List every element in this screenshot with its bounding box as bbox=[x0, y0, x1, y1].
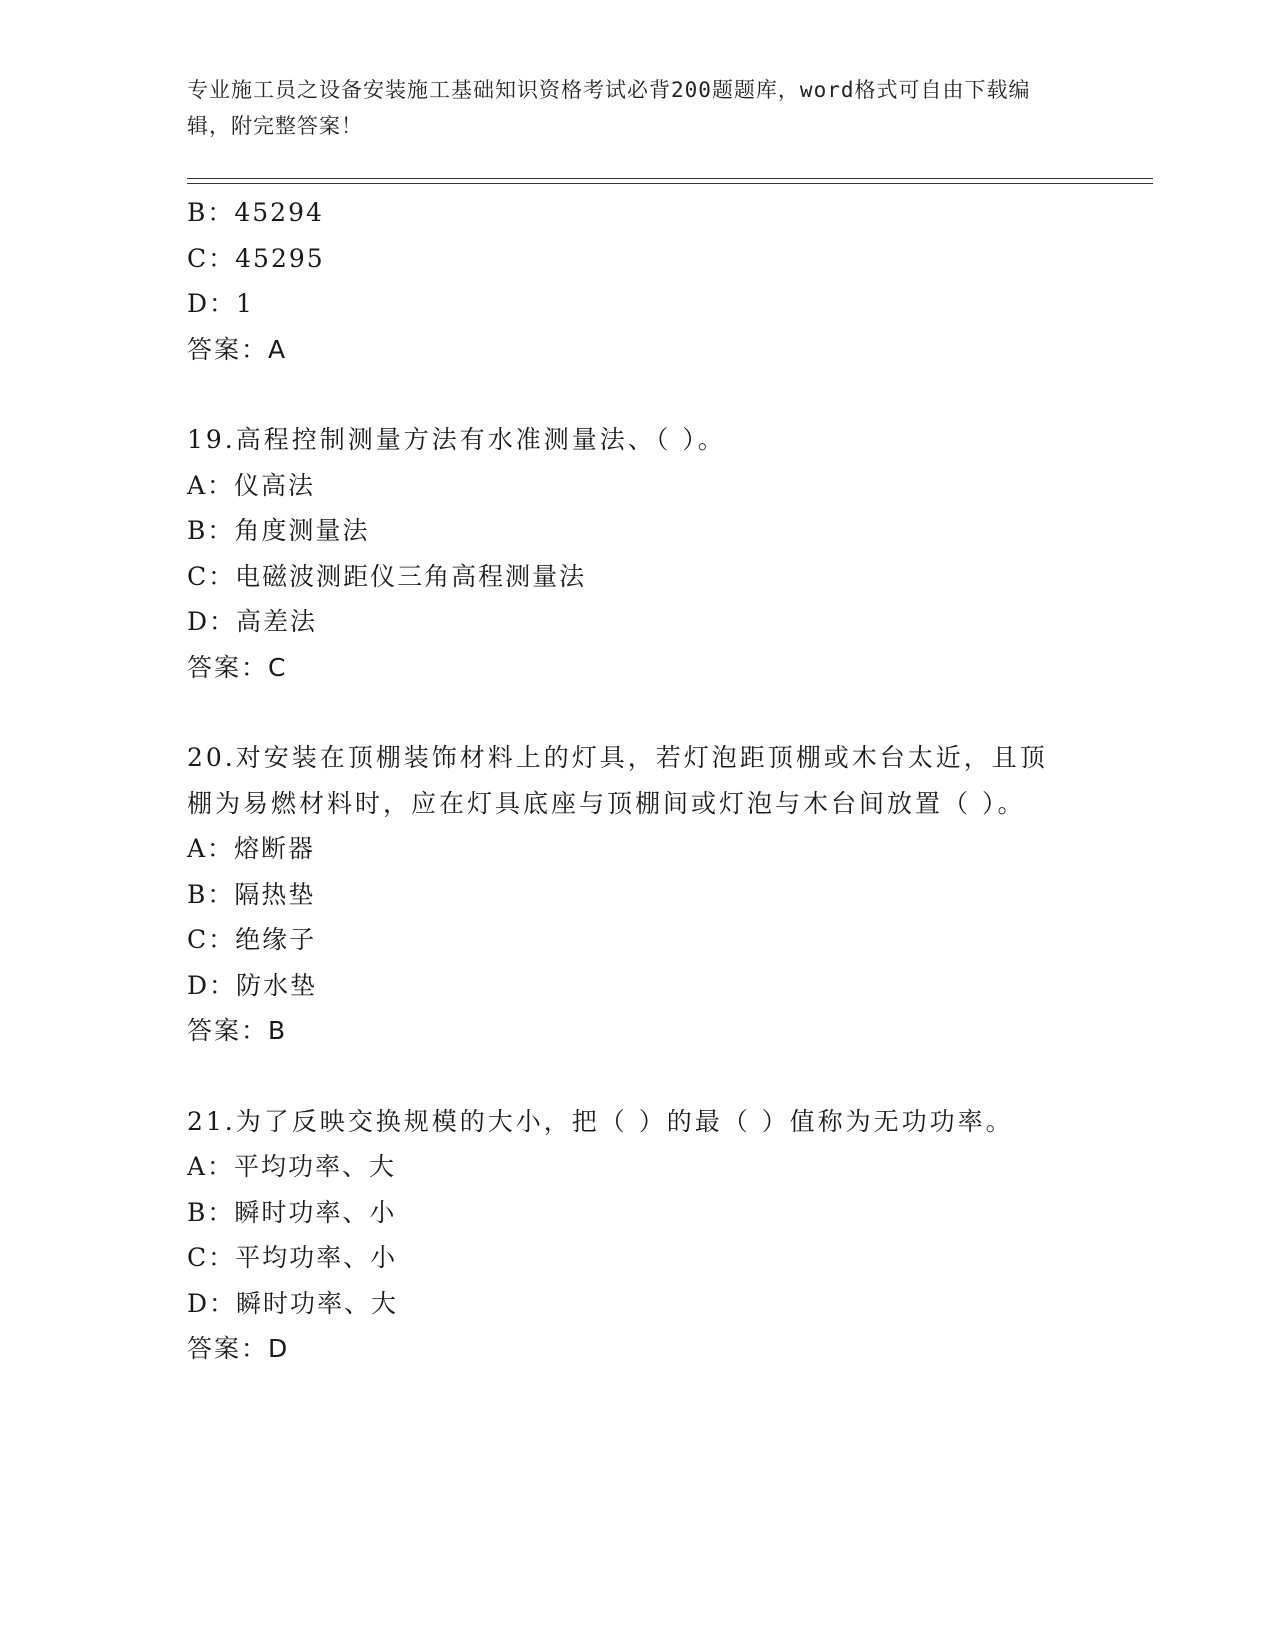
option-d: D：防水垫 bbox=[187, 970, 318, 1000]
option-a: A：仪高法 bbox=[187, 470, 316, 500]
document-header bbox=[187, 72, 1067, 144]
previous-question-tail bbox=[187, 190, 1087, 372]
answer-line: 答案：B bbox=[187, 1016, 288, 1045]
answer-line: 答案：D bbox=[187, 1334, 290, 1363]
answer-line: 答案：A bbox=[187, 334, 288, 364]
option-c: C：平均功率、小 bbox=[187, 1243, 398, 1272]
option-a: A：熔断器 bbox=[187, 834, 316, 863]
option-c: C：45295 bbox=[187, 243, 325, 273]
option-c: C：电磁波测距仪三角高程测量法 bbox=[187, 561, 587, 591]
header-divider-bottom bbox=[187, 183, 1153, 184]
option-a: A：平均功率、大 bbox=[187, 1152, 397, 1181]
option-d: D：高差法 bbox=[187, 607, 318, 636]
question-20 bbox=[187, 735, 1087, 1054]
question-list bbox=[187, 190, 1087, 1372]
header-title: 专业施工员之设备安装施工基础知识资格考试必背200题题库，word格式可自由下载编辑，附完整答案！ bbox=[187, 78, 1031, 138]
question-19 bbox=[187, 417, 1087, 690]
question-stem: 20.对安装在顶棚装饰材料上的灯具，若灯泡距顶棚或木台太近，且顶棚为易燃材料时，应在灯具底座与顶棚间或灯泡与木台间放置（ ）。 bbox=[187, 743, 1048, 818]
option-b: B：瞬时功率、小 bbox=[187, 1197, 397, 1227]
option-c: C：绝缘子 bbox=[187, 925, 317, 954]
option-b: B：角度测量法 bbox=[187, 516, 370, 545]
question-stem: 19.高程控制测量方法有水准测量法、（ ）。 bbox=[187, 425, 726, 454]
header-divider-top bbox=[187, 178, 1153, 179]
option-d: D：1 bbox=[187, 289, 254, 318]
option-b: B：隔热垫 bbox=[187, 879, 316, 909]
answer-line: 答案：C bbox=[187, 652, 288, 682]
question-stem: 21.为了反映交换规模的大小，把（ ）的最（ ）值称为无功功率。 bbox=[187, 1106, 1014, 1136]
option-d: D：瞬时功率、大 bbox=[187, 1288, 399, 1318]
question-21 bbox=[187, 1099, 1087, 1372]
option-b: B：45294 bbox=[187, 198, 324, 227]
